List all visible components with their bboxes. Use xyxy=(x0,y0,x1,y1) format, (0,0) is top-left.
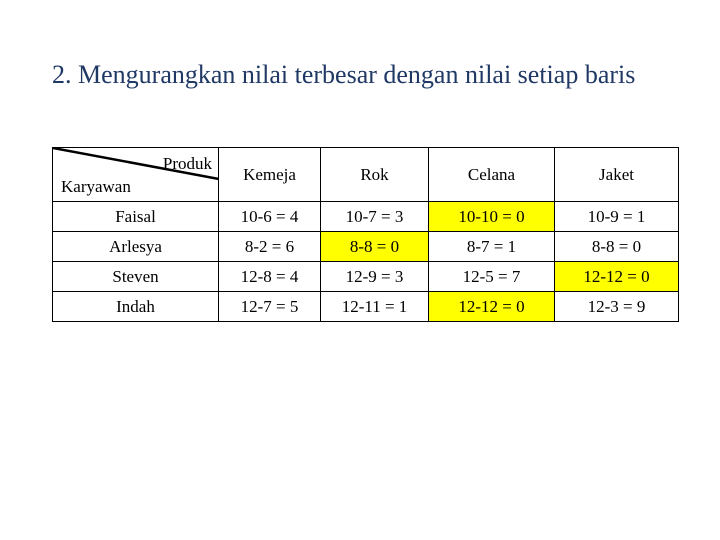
table-row xyxy=(53,292,679,322)
table-cell: 8-2 = 6 xyxy=(219,232,321,262)
row-header-name: Arlesya xyxy=(53,232,219,262)
table-cell: 8-8 = 0 xyxy=(321,232,429,262)
table-cell: 12-11 = 1 xyxy=(321,292,429,322)
table-row xyxy=(53,232,679,262)
row-header-name: Steven xyxy=(53,262,219,292)
table-cell: 10-9 = 1 xyxy=(555,202,679,232)
table-row xyxy=(53,202,679,232)
row-header-name: Faisal xyxy=(53,202,219,232)
table-cell: 10-6 = 4 xyxy=(219,202,321,232)
table-row xyxy=(53,262,679,292)
table-cell: 8-7 = 1 xyxy=(429,232,555,262)
assignment-table xyxy=(52,147,679,322)
table-cell: 12-7 = 5 xyxy=(219,292,321,322)
table-cell: 12-5 = 7 xyxy=(429,262,555,292)
table-cell: 12-3 = 9 xyxy=(555,292,679,322)
column-header: Rok xyxy=(321,148,429,202)
column-header: Kemeja xyxy=(219,148,321,202)
corner-header-cell xyxy=(53,148,219,202)
slide-title: 2. Mengurangkan nilai terbesar dengan nilai setiap baris xyxy=(52,60,636,89)
table-cell: 12-12 = 0 xyxy=(555,262,679,292)
table-cell: 10-10 = 0 xyxy=(429,202,555,232)
row-header-name: Indah xyxy=(53,292,219,322)
table-cell: 12-12 = 0 xyxy=(429,292,555,322)
table-cell: 12-8 = 4 xyxy=(219,262,321,292)
column-header: Celana xyxy=(429,148,555,202)
table-cell: 10-7 = 3 xyxy=(321,202,429,232)
column-header: Jaket xyxy=(555,148,679,202)
table-header-row xyxy=(53,148,679,202)
corner-label-produk: Produk xyxy=(162,154,212,173)
corner-label-karyawan: Karyawan xyxy=(61,177,131,196)
table-cell: 12-9 = 3 xyxy=(321,262,429,292)
table-cell: 8-8 = 0 xyxy=(555,232,679,262)
